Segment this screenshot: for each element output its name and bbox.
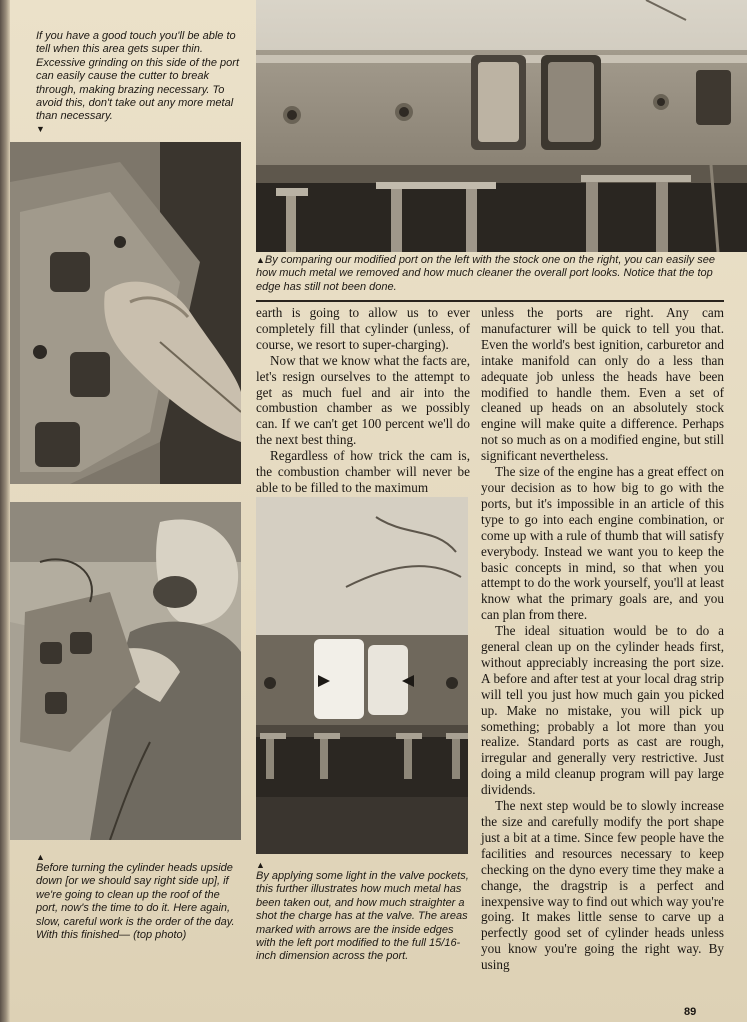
body-column-middle xyxy=(256,305,470,496)
photo-worker-grinding xyxy=(10,502,241,840)
paragraph: unless the ports are right. Any cam manufacturer will be quick to tell you that. Even the world's best ignition, carburetor and intake manifold can only do a less than adequate job unless the heads have been modified to handle them. Even a set of cleaned up heads on an absolutely stock engine will make quite a difference. Perhaps not so much as on a modified engine, but still significant nevertheless. xyxy=(481,305,724,464)
grinding-head-image xyxy=(10,142,241,484)
page-binding xyxy=(0,0,10,1022)
paragraph: The next step would be to slowly increase the size and carefully modify the port shape just a bit at a time. Since few people have the facilities and resources necessary to keep checking on the dyno every time they make a change, the dragstrip is a perfect and inexpensive way to find out which way you're going. It makes little sense to carve up a perfectly good set of cylinder heads unless you know you're going the right way. By using xyxy=(481,798,724,973)
worker-grinding-image xyxy=(10,502,241,840)
paragraph: earth is going to allow us to ever completely fill that cylinder (unless, of course, we resort to super-charging). xyxy=(256,305,470,352)
caption-top-right xyxy=(256,254,724,294)
caption-top-left xyxy=(36,30,242,134)
arrow-up-icon: ▲ xyxy=(36,852,45,862)
caption-bottom-middle xyxy=(256,860,470,964)
caption-text: By applying some light in the valve pockets, this further illustrates how much metal has been taken out, and how much straighter a shot the charge has at the valve. The areas marked with arrows are the inside edges with the left port modified to the full 15/16-inch dimension across the port. xyxy=(256,870,469,963)
photo-lit-ports xyxy=(256,497,468,854)
caption-bottom-left xyxy=(36,852,242,942)
lit-ports-image xyxy=(256,497,468,854)
port-comparison-image xyxy=(256,0,747,252)
paragraph: The ideal situation would be to do a general clean up on the cylinder heads first, without appreciably increasing the port size. A before and after test at your local drag strip will tell you just how much gain you picked up. Make no mistake, you will pick up something; probably a lot more than you realize. Standard ports as cast are rough, irregular and generally very restrictive. Just doing a mild cleanup program will pay large dividends. xyxy=(481,623,724,798)
caption-text: Before turning the cylinder heads upside down [or we should say right side up], if we're going to clean up the roof of the port, now's the time to do it. Here again, slow, careful work is the order of the day. With this finished— (top photo) xyxy=(36,862,235,942)
caption-rule xyxy=(256,300,724,302)
page-number: 89 xyxy=(684,1006,697,1018)
arrow-up-icon: ▲ xyxy=(256,255,265,265)
caption-text: If you have a good touch you'll be able to tell when this area gets super thin. Excessive grinding on this side of the port can easily cause the cutter to break through, making brazing necessary. To avoid this, don't take out any more metal than necessary. xyxy=(36,30,240,123)
paragraph: The size of the engine has a great effect on your decision as to how big to go with the ports, but it's impossible in an article of this type to go into each engine combination, or come up with a rule of thumb that will satisfy everybody. Instead we want you to keep the basic concepts in mind, so that when you attempt to do the work yourself, you'll at least know what the primary goals are, and you can plan from there. xyxy=(481,464,724,623)
paragraph: Regardless of how trick the cam is, the combustion chamber will never be able to be filled to the maximum xyxy=(256,448,470,495)
paragraph: Now that we know what the facts are, let's resign ourselves to the attempt to get as much fuel and air into the combustion chamber as we possibly can. If we can't get 100 percent we'll do the next best thing. xyxy=(256,352,470,448)
photo-port-comparison xyxy=(256,0,747,252)
caption-text: By comparing our modified port on the left with the stock one on the right, you can easily see how much metal we removed and how much cleaner the overall port looks. Notice that the top edge has still not been done. xyxy=(256,254,715,293)
body-column-right xyxy=(481,305,724,973)
arrow-down-icon: ▼ xyxy=(36,123,45,134)
photo-grinding-head xyxy=(10,142,241,484)
arrow-up-icon: ▲ xyxy=(256,860,265,870)
